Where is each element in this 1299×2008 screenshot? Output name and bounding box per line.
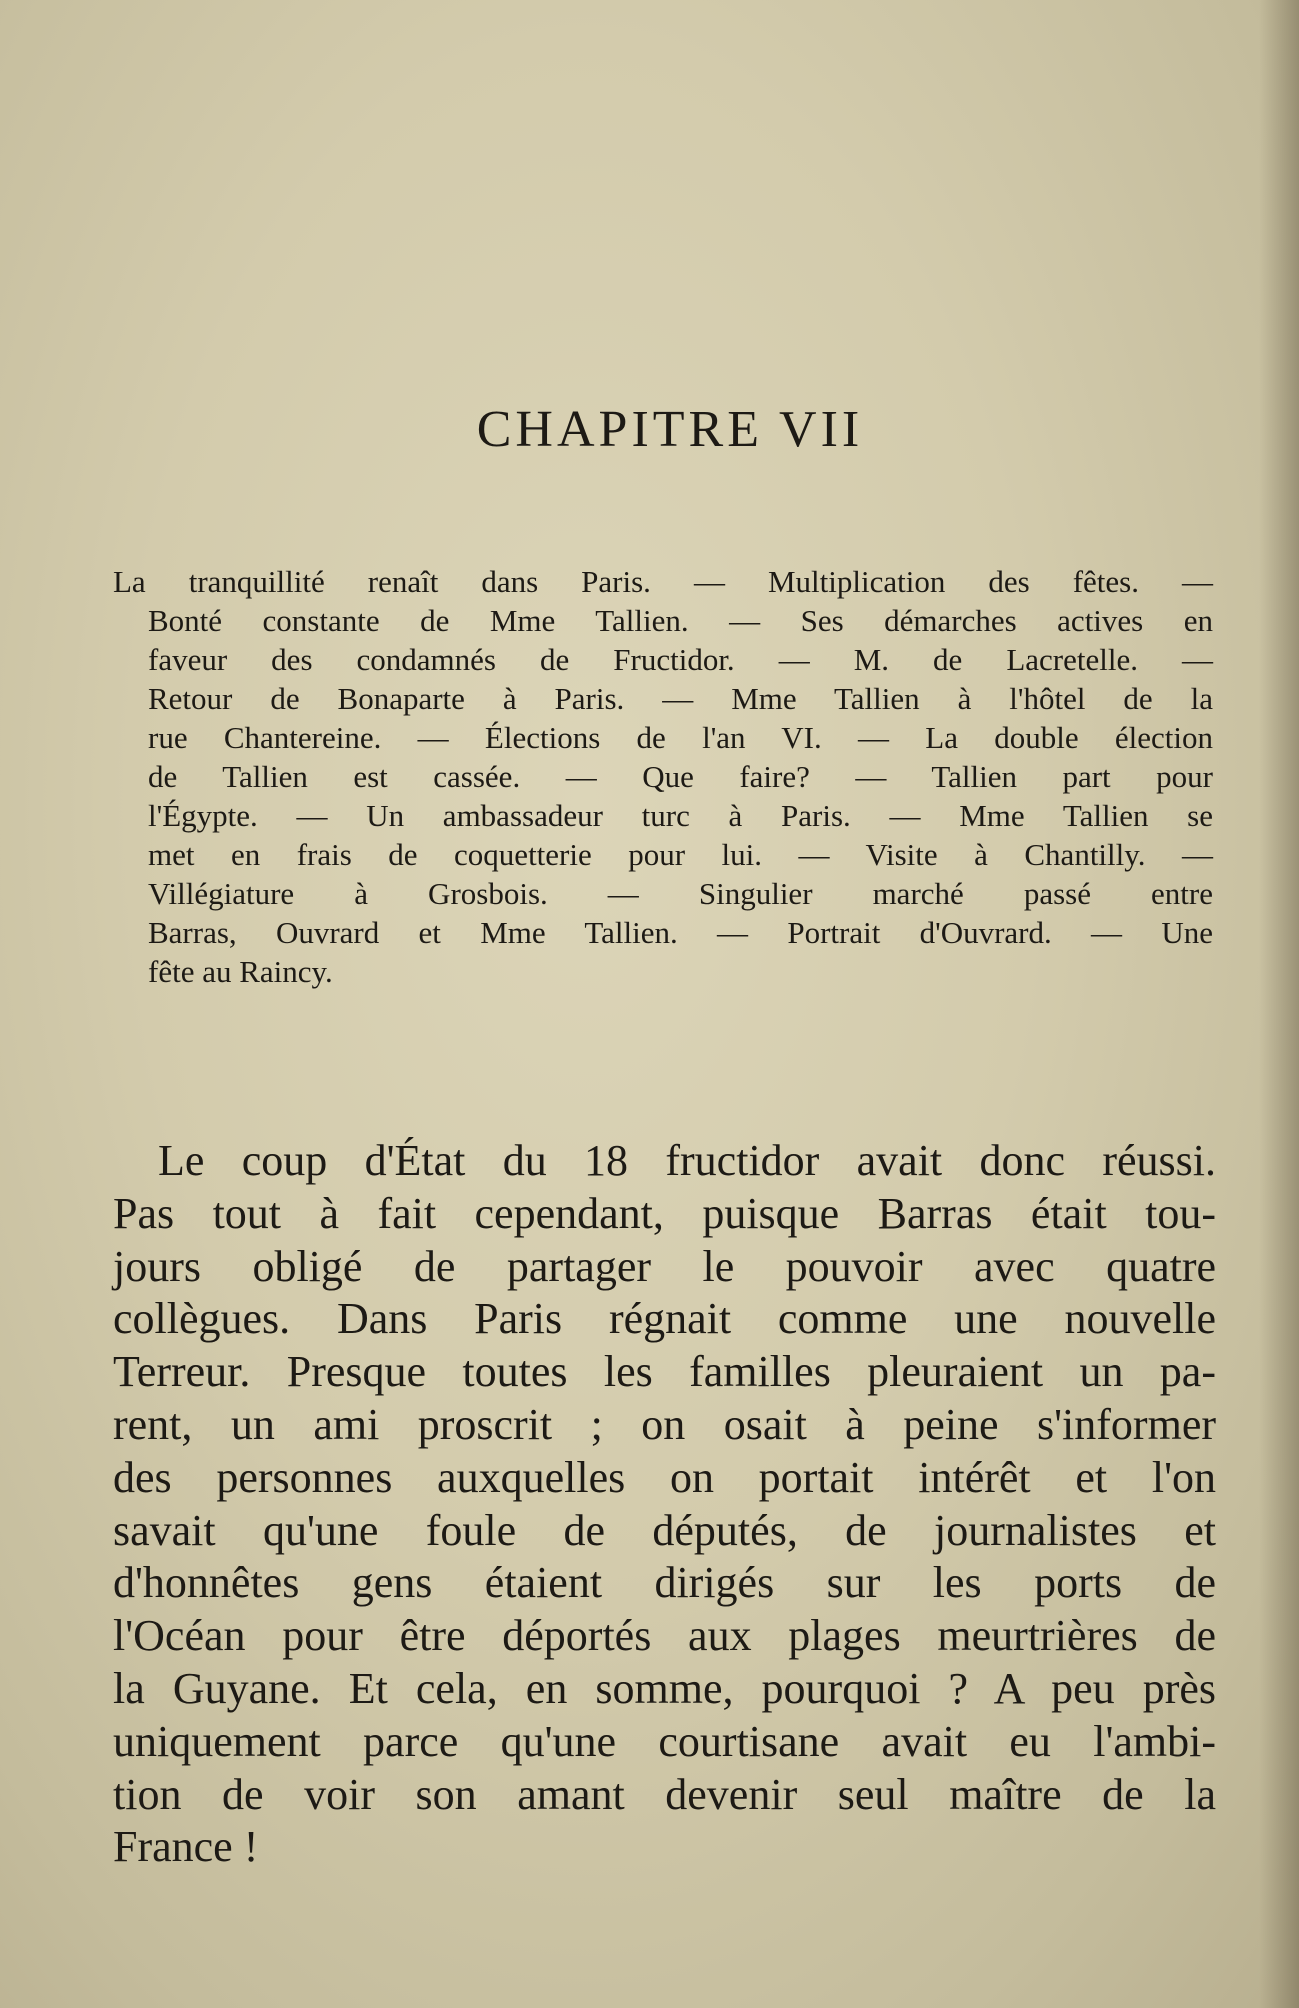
- body-line: savait qu'une foule de députés, de journalistes et: [113, 1505, 1216, 1555]
- summary-line: met en frais de coquetterie pour lui. — Visite à Chantilly. —: [148, 837, 1213, 872]
- body-line: uniquement parce qu'une courtisane avait eu l'ambi-: [113, 1716, 1216, 1766]
- body-line: des personnes auxquelles on portait intérêt et l'on: [113, 1452, 1216, 1502]
- summary-line: rue Chantereine. — Élections de l'an VI. — La double élection: [148, 720, 1213, 755]
- body-line: Le coup d'État du 18 fructidor avait donc réussi.: [158, 1136, 1216, 1185]
- summary-line: de Tallien est cassée. — Que faire? — Tallien part pour: [148, 759, 1213, 794]
- body-line: d'honnêtes gens étaient dirigés sur les ports de: [113, 1558, 1216, 1608]
- summary-line: Barras, Ouvrard et Mme Tallien. — Portrait d'Ouvrard. — Une: [148, 915, 1213, 950]
- summary-line: Retour de Bonaparte à Paris. — Mme Tallien à l'hôtel de la: [148, 681, 1213, 716]
- chapter-summary: [113, 562, 1213, 991]
- summary-line: La tranquillité renaît dans Paris. — Multiplication des fêtes. —: [113, 564, 1213, 599]
- body-line: jours obligé de partager le pouvoir avec quatre: [113, 1241, 1216, 1291]
- body-paragraph: [113, 1135, 1216, 1874]
- body-line: rent, un ami proscrit ; on osait à peine s'informer: [113, 1399, 1216, 1449]
- summary-line: Villégiature à Grosbois. — Singulier marché passé entre: [148, 876, 1213, 911]
- summary-line: Bonté constante de Mme Tallien. — Ses démarches actives en: [148, 603, 1213, 638]
- body-line: Pas tout à fait cependant, puisque Barras était tou-: [113, 1188, 1216, 1238]
- body-line: France !: [113, 1822, 259, 1872]
- body-line: tion de voir son amant devenir seul maître de la: [113, 1769, 1216, 1819]
- chapter-title: CHAPITRE VII: [476, 401, 864, 458]
- summary-line: fête au Raincy.: [148, 954, 333, 989]
- body-line: Terreur. Presque toutes les familles pleuraient un pa-: [113, 1347, 1216, 1397]
- body-line: l'Océan pour être déportés aux plages meurtrières de: [113, 1611, 1216, 1661]
- body-line: la Guyane. Et cela, en somme, pourquoi ? A peu près: [113, 1663, 1216, 1713]
- summary-line: l'Égypte. — Un ambassadeur turc à Paris. — Mme Tallien se: [148, 798, 1213, 833]
- body-line: collègues. Dans Paris régnait comme une nouvelle: [113, 1294, 1216, 1344]
- page-edge-shadow: [1259, 0, 1299, 2008]
- summary-line: faveur des condamnés de Fructidor. — M. de Lacretelle. —: [148, 642, 1213, 677]
